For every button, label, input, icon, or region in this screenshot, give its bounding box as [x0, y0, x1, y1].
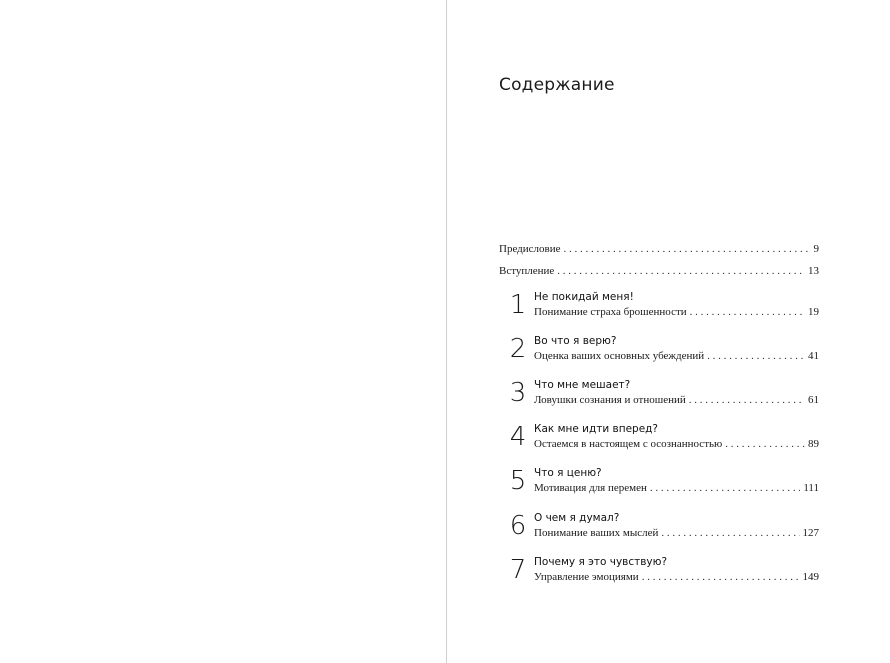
chapter-page: 19 — [808, 306, 819, 318]
chapter-title: О чем я думал? — [534, 512, 620, 524]
chapter-title: Как мне идти вперед? — [534, 423, 658, 435]
dot-leader — [642, 570, 800, 584]
chapter-subtitle: Остаемся в настоящем с осознанностью — [534, 438, 723, 450]
toc-entry-page: 9 — [813, 243, 819, 255]
chapter-subtitle: Мотивация для перемен — [534, 482, 647, 494]
chapter-title: Не покидай меня! — [534, 291, 634, 303]
toc-entry-page: 13 — [808, 265, 819, 277]
chapter-page: 127 — [802, 527, 819, 539]
chapter-number: 7 — [509, 555, 527, 585]
chapter-number: 5 — [509, 466, 527, 496]
chapter-number: 3 — [509, 378, 527, 408]
toc-entry-label: Предисловие — [499, 243, 561, 255]
chapter-title: Во что я верю? — [534, 335, 617, 347]
chapter-page: 149 — [802, 571, 819, 583]
chapter-subtitle: Понимание ваших мыслей — [534, 527, 659, 539]
toc-chapter-4[interactable] — [506, 423, 819, 463]
toc-chapter-2[interactable] — [506, 335, 819, 375]
chapter-title: Что мне мешает? — [534, 379, 631, 391]
chapter-subtitle: Ловушки сознания и отношений — [534, 394, 686, 406]
chapter-title: Почему я это чувствую? — [534, 556, 668, 568]
chapter-number: 4 — [509, 422, 527, 452]
dot-leader — [557, 264, 805, 278]
dot-leader — [689, 393, 805, 407]
chapter-subtitle: Управление эмоциями — [534, 571, 639, 583]
chapter-page: 41 — [808, 350, 819, 362]
toc-chapter-6[interactable] — [506, 512, 819, 552]
chapter-page: 89 — [808, 438, 819, 450]
toc-chapter-5[interactable] — [506, 467, 819, 507]
chapter-title: Что я ценю? — [534, 467, 602, 479]
chapter-page: 111 — [803, 482, 819, 494]
chapter-subtitle: Оценка ваших основных убеждений — [534, 350, 705, 362]
toc-entry-preface[interactable] — [499, 242, 819, 256]
toc-chapter-1[interactable] — [506, 291, 819, 331]
dot-leader — [661, 526, 799, 540]
toc-entry-label: Вступление — [499, 265, 555, 277]
dot-leader — [650, 481, 800, 495]
chapter-number: 6 — [509, 511, 527, 541]
dot-leader — [564, 242, 811, 256]
toc-title: Содержание — [499, 75, 615, 95]
toc-chapter-7[interactable] — [506, 556, 819, 596]
chapter-number: 2 — [509, 334, 527, 364]
chapter-page: 61 — [808, 394, 819, 406]
dot-leader — [725, 437, 805, 451]
dot-leader — [707, 349, 805, 363]
chapter-subtitle: Понимание страха брошенности — [534, 306, 687, 318]
toc-chapter-3[interactable] — [506, 379, 819, 419]
toc-entry-introduction[interactable] — [499, 264, 819, 278]
dot-leader — [690, 305, 805, 319]
chapter-number: 1 — [509, 290, 527, 320]
